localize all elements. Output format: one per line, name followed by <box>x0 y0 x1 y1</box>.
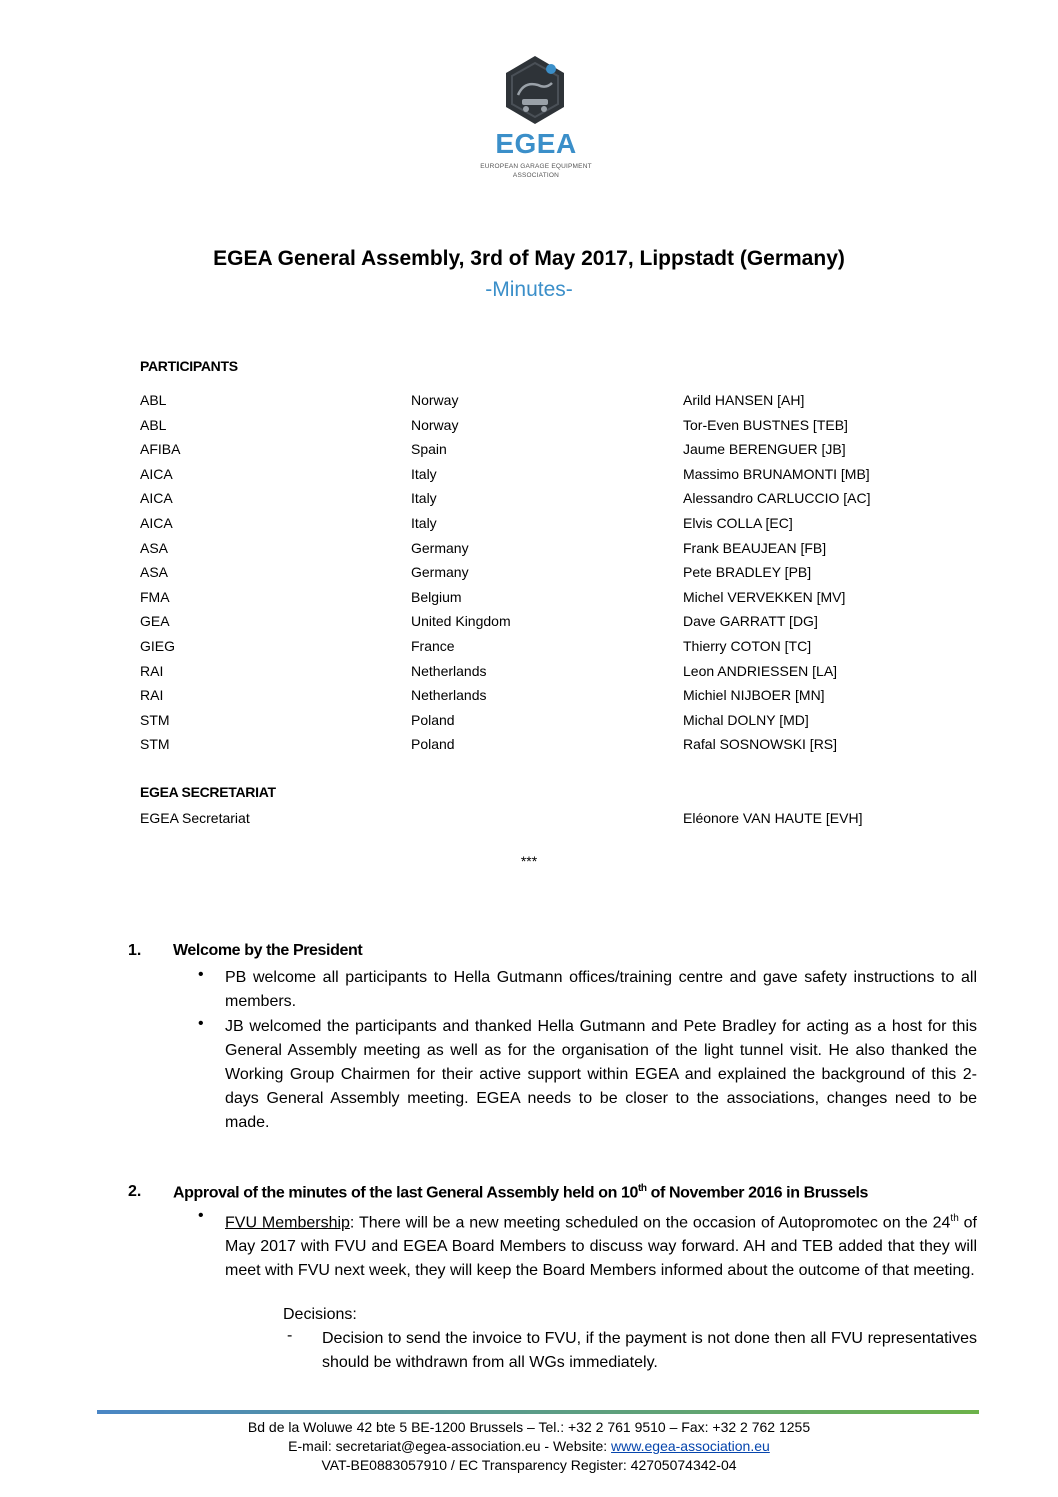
footer-divider <box>97 1410 979 1414</box>
participant-country: Italy <box>411 515 437 531</box>
participant-row <box>0 733 1058 755</box>
participant-name: Dave GARRATT [DG] <box>683 613 818 630</box>
fvu-membership-label: FVU Membership <box>225 1214 350 1232</box>
participant-country: Italy <box>411 465 437 482</box>
participant-row <box>0 610 1058 632</box>
participant-name: Frank BEAUJEAN [FB] <box>683 539 827 556</box>
participant-name: Michiel NIJBOER [MN] <box>683 687 825 704</box>
participant-org: AICA <box>140 465 173 482</box>
participant-name: Thierry COTON [TC] <box>683 638 812 654</box>
participant-country: Norway <box>411 416 459 433</box>
participant-org: RAI <box>140 662 164 679</box>
participant-row <box>0 684 1058 706</box>
participant-row <box>0 389 1058 411</box>
participant-name: Alessandro CARLUCCIO [AC] <box>683 490 871 507</box>
participant-org: FMA <box>140 588 170 605</box>
footer-contact: E-mail: secretariat@egea-association.eu - Website: www.egea-association.eu <box>288 1438 770 1454</box>
participant-country: Poland <box>411 736 455 753</box>
participant-row <box>0 512 1058 534</box>
participant-org: GIEG <box>140 638 176 654</box>
participant-row <box>0 438 1058 460</box>
egea-hexagon-icon <box>504 55 566 125</box>
footer-address: Bd de la Woluwe 42 bte 5 BE-1200 Brussels – Tel.: +32 2 761 9510 – Fax: +32 2 762 1255 <box>247 1419 811 1435</box>
participant-org: STM <box>140 711 170 728</box>
participant-name: Elvis COLLA [EC] <box>683 515 793 531</box>
footer-registration: VAT-BE0883057910 / EC Transparency Register: 42705074342-04 <box>321 1457 737 1473</box>
participant-name: Michal DOLNY [MD] <box>683 711 809 728</box>
participant-country: Spain <box>411 441 447 458</box>
participant-row <box>0 487 1058 509</box>
decision-item: Decision to send the invoice to FVU, if the payment is not done then all FVU representatives should be withdrawn from all WGs immediately. <box>322 1330 977 1371</box>
participant-org: RAI <box>140 687 164 704</box>
participant-name: Michel VERVEKKEN [MV] <box>683 588 846 605</box>
logo-line-1: EUROPEAN GARAGE EQUIPMENT <box>480 163 592 170</box>
participant-country: Italy <box>411 490 437 507</box>
section-1-number: 1. <box>128 942 142 959</box>
participant-row <box>0 537 1058 559</box>
decisions-label: Decisions: <box>283 1306 357 1323</box>
section-1-bullet-1: PB welcome all participants to Hella Gutmann offices/training centre and gave safety instructions to all members. <box>225 969 977 1010</box>
website-link[interactable]: www.egea-association.eu <box>611 1438 770 1454</box>
logo-line-2: ASSOCIATION <box>512 172 560 179</box>
participants-heading: PARTICIPANTS <box>140 358 238 374</box>
section-2-bullet-1: FVU Membership: There will be a new meeting scheduled on the occasion of Autopromotec on the 24th of May 2017 with FVU and EGEA Board Members to discuss way forward. AH and TEB added that they will meet with FVU next week, they will keep the Board Members informed about the outcome of that meeting. <box>225 1213 977 1280</box>
egea-logo <box>478 55 594 185</box>
participant-country: France <box>411 638 455 654</box>
participant-name: Jaume BERENGUER [JB] <box>683 441 846 458</box>
participant-org: ASA <box>140 564 169 581</box>
participant-org: GEA <box>140 613 170 630</box>
participant-org: STM <box>140 736 170 753</box>
participant-row <box>0 635 1058 657</box>
section-1-bullet-2: JB welcomed the participants and thanked Hella Gutmann and Pete Bradley for acting as a host for this General Assembly meeting as well as for the organisation of the light tunnel visit. He also thanked the Working Group Chairmen for their active support within EGEA and explained the background of this 2-days General Assembly meeting. EGEA needs to be closer to the associations, changes need to be made. <box>225 1018 977 1131</box>
participant-country: Netherlands <box>411 662 487 679</box>
participant-country: Germany <box>411 539 469 556</box>
separator: *** <box>520 853 538 869</box>
participant-name: Leon ANDRIESSEN [LA] <box>683 662 838 679</box>
participant-country: Germany <box>411 564 469 581</box>
participant-name: Pete BRADLEY [PB] <box>683 564 812 581</box>
participant-row <box>0 586 1058 608</box>
participant-org: AFIBA <box>140 441 181 458</box>
participant-country: Netherlands <box>411 687 487 704</box>
secretariat-heading: EGEA SECRETARIAT <box>140 784 276 800</box>
participant-country: Poland <box>411 711 455 728</box>
participant-name: Arild HANSEN [AH] <box>683 392 805 408</box>
participant-country: Norway <box>411 392 459 408</box>
participant-row <box>0 463 1058 485</box>
participant-country: Belgium <box>411 588 462 605</box>
participant-org: AICA <box>140 515 173 531</box>
document-title: EGEA General Assembly, 3rd of May 2017, Lippstadt (Germany) <box>213 247 845 270</box>
section-2-title: Approval of the minutes of the last General Assembly held on 10th of November 2016 in Brussels <box>173 1183 869 1202</box>
participant-row <box>0 561 1058 583</box>
participant-name: Tor-Even BUSTNES [TEB] <box>683 416 848 433</box>
secretariat-row <box>0 807 1058 829</box>
participant-org: AICA <box>140 490 173 507</box>
document-subtitle: -Minutes- <box>485 278 573 301</box>
participant-row <box>0 709 1058 731</box>
participant-row <box>0 660 1058 682</box>
participant-name: Massimo BRUNAMONTI [MB] <box>683 465 870 482</box>
section-2-number: 2. <box>128 1183 142 1200</box>
logo-brand: EGEA <box>495 128 577 159</box>
section-1-title: Welcome by the President <box>173 942 363 959</box>
participant-name: Rafal SOSNOWSKI [RS] <box>683 736 838 753</box>
bullet-icon: • <box>198 1015 204 1032</box>
participant-row <box>0 414 1058 436</box>
secretariat-name: Eléonore VAN HAUTE [EVH] <box>683 810 863 826</box>
participant-org: ABL <box>140 416 167 433</box>
dash-icon: - <box>287 1327 293 1344</box>
bullet-icon: • <box>198 966 204 983</box>
participant-org: ABL <box>140 392 167 408</box>
bullet-icon: • <box>198 1207 204 1224</box>
participant-country: United Kingdom <box>411 613 511 630</box>
participant-org: ASA <box>140 539 169 556</box>
secretariat-org: EGEA Secretariat <box>140 810 250 826</box>
